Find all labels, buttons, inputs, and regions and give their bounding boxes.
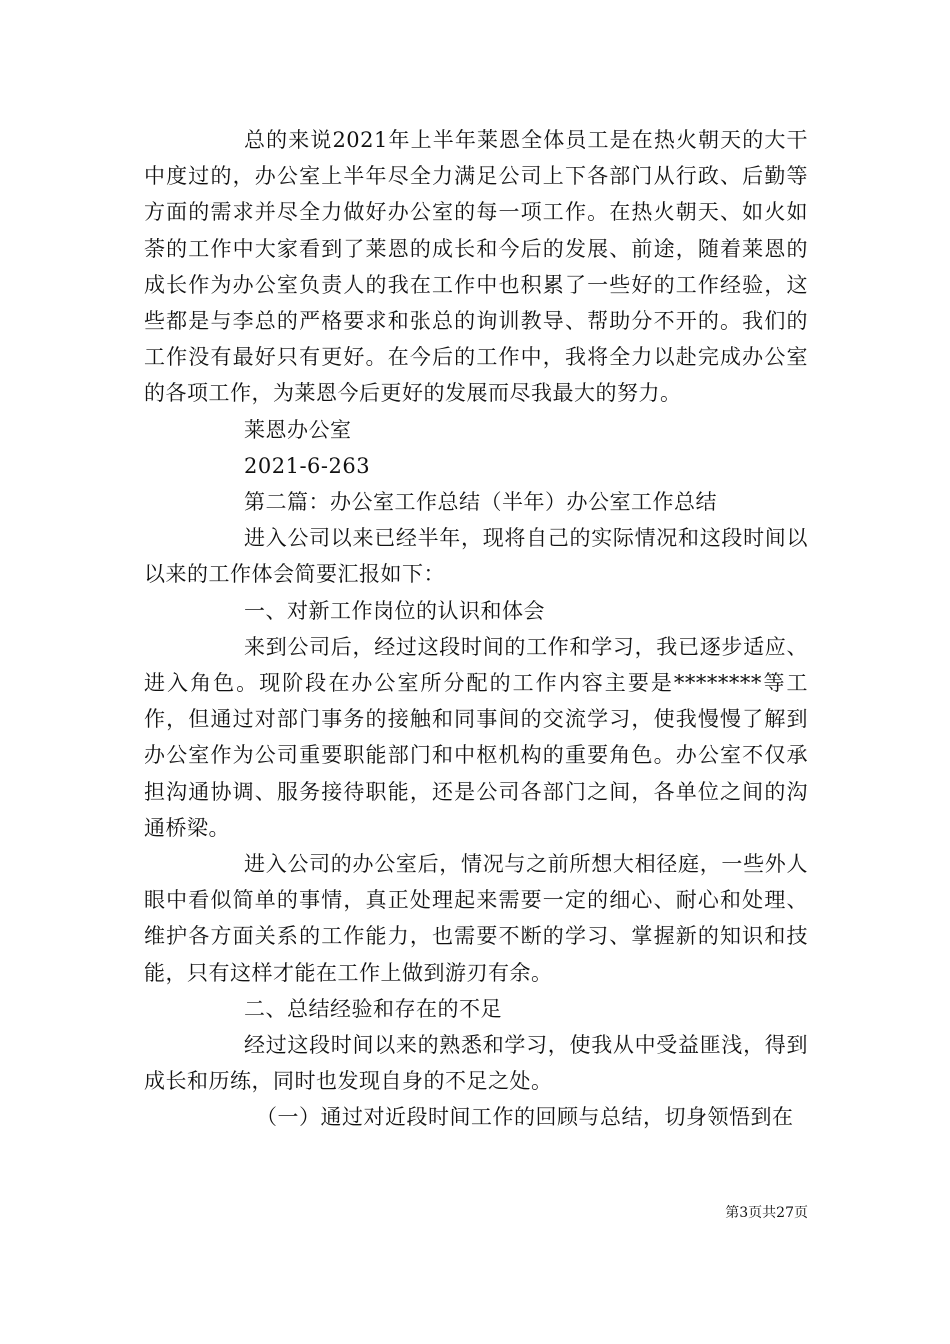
heading-section-two: 二、总结经验和存在的不足 — [244, 996, 502, 1021]
section-title-part-two: 第二篇：办公室工作总结（半年）办公室工作总结 — [244, 490, 717, 515]
page-number: 第3页共27页 — [725, 1205, 808, 1221]
paragraph-arrival: 来到公司后，经过这段时间的工作和学习，我已逐步适应、进入角色。现阶段在办公室所分配的工作内容主要是********等工作，但通过对部门事务的接触和同事间的交流学习，使我慢慢了解到办公室作为公司重要职能部门和中枢机构的重要角色。办公室不仅承担沟通协调、服务接待职能，还是公司各部门之间，各单位之间的沟通桥梁。 — [144, 634, 808, 840]
signature-date: 2021-6-263 — [244, 453, 371, 478]
paragraph-subsection-one: （一）通过对近段时间工作的回顾与总结，切身领悟到在 — [256, 1105, 794, 1130]
paragraph-learning: 经过这段时间以来的熟悉和学习，使我从中受益匪浅，得到成长和历练，同时也发现自身的不足之处。 — [144, 1033, 808, 1094]
paragraph-summary: 总的来说2021年上半年莱恩全体员工是在热火朝天的大干中度过的，办公室上半年尽全力满足公司上下各部门从行政、后勤等方面的需求并尽全力做好办公室的每一项工作。在热火朝天、如火如荼的工作中大家看到了莱恩的成长和今后的发展、前途，随着莱恩的成长作为办公室负责人的我在工作中也积累了一些好的工作经验，这些都是与李总的严格要求和张总的询训教导、帮助分不开的。我们的工作没有最好只有更好。在今后的工作中，我将全力以赴完成办公室的各项工作，为莱恩今后更好的发展而尽我最大的努力。 — [144, 128, 808, 406]
heading-section-one: 一、对新工作岗位的认识和体会 — [244, 598, 545, 623]
document-body — [144, 122, 808, 1136]
paragraph-office-experience: 进入公司的办公室后，情况与之前所想大相径庭，一些外人眼中看似简单的事情，真正处理起来需要一定的细心、耐心和处理、维护各方面关系的工作能力，也需要不断的学习、掌握新的知识和技能，只有这样才能在工作上做到游刃有余。 — [144, 852, 808, 985]
signature-office: 莱恩办公室 — [244, 417, 352, 442]
paragraph-intro: 进入公司以来已经半年，现将自己的实际情况和这段时间以以来的工作体会简要汇报如下： — [144, 526, 808, 587]
